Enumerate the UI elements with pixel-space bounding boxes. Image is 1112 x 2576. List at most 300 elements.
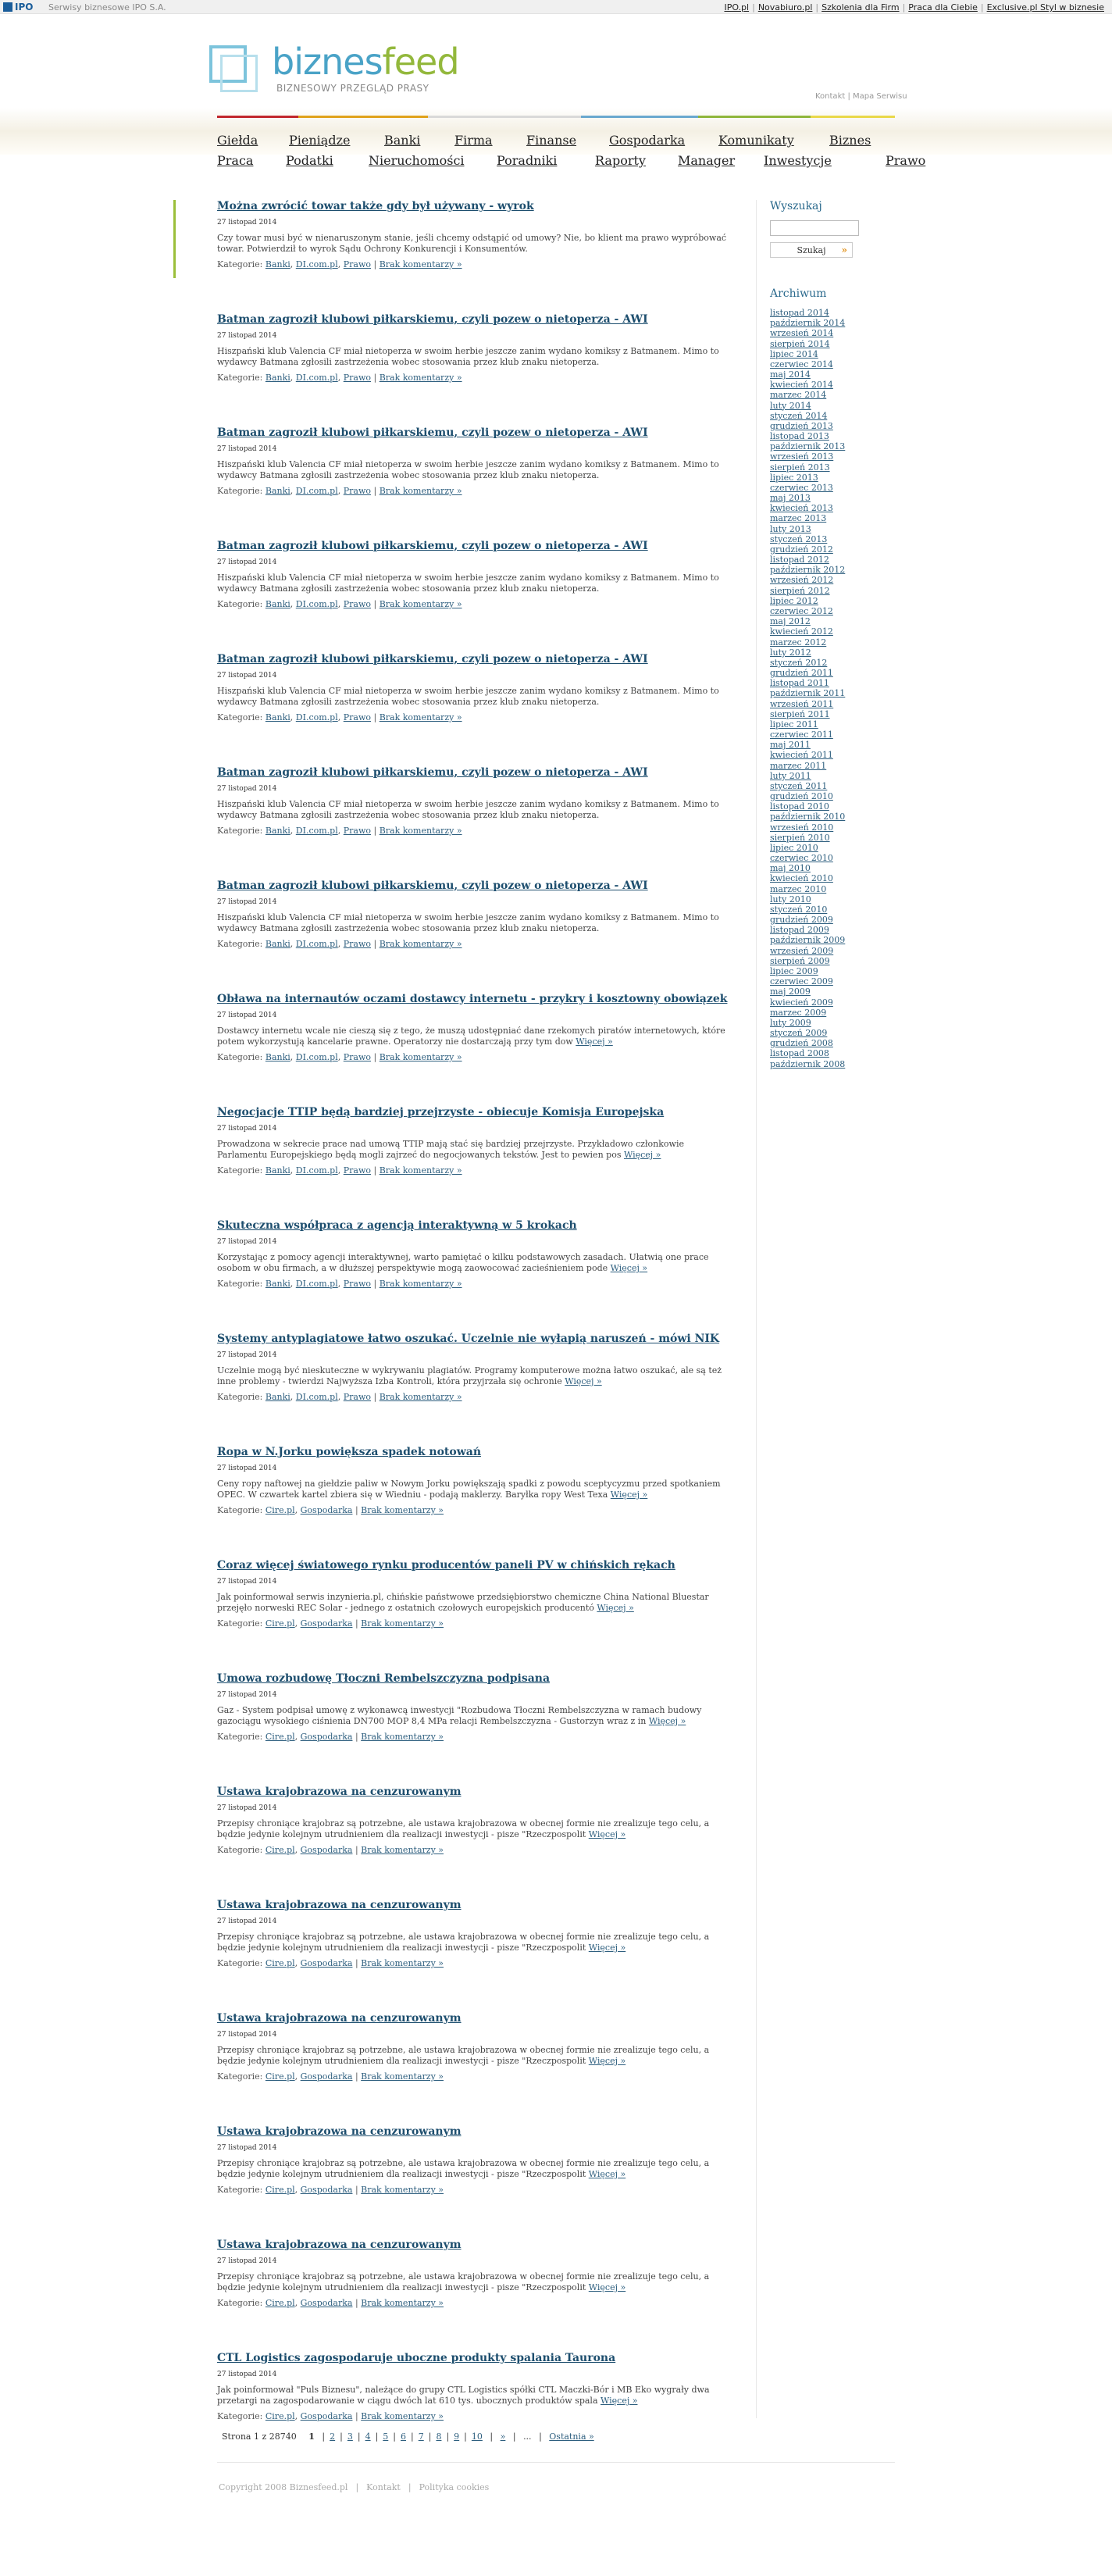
archive-link[interactable]: wrzesień 2013 <box>770 451 834 462</box>
archive-item <box>770 730 895 740</box>
post-categories: Kategorie: Banki, DI.com.pl, Prawo | Brak komentarzy » <box>217 259 462 269</box>
archive-link[interactable]: lipiec 2010 <box>770 842 818 853</box>
categories-label: Kategorie: <box>217 2411 263 2421</box>
post-date: 27 listopad 2014 <box>217 1804 277 1812</box>
partner-link-praca[interactable]: Praca dla Ciebie <box>908 2 978 12</box>
comments-link[interactable]: Brak komentarzy » <box>361 2411 444 2421</box>
post <box>217 1333 736 1402</box>
nav-item-podatki[interactable]: Podatki <box>286 153 333 168</box>
read-more-link[interactable]: Więcej » <box>576 1036 613 1047</box>
comments-link[interactable]: Brak komentarzy » <box>361 2298 444 2308</box>
partner-link-ipo[interactable]: IPO.pl <box>724 2 750 12</box>
archive-link[interactable]: sierpień 2013 <box>770 462 830 473</box>
post-categories: Kategorie: Banki, DI.com.pl, Prawo | Brak komentarzy » <box>217 1279 462 1289</box>
categories-label: Kategorie: <box>217 1845 263 1855</box>
post <box>217 1899 736 1968</box>
category-link[interactable]: Cire.pl <box>265 2185 295 2195</box>
read-more-link[interactable]: Więcej » <box>565 1376 602 1386</box>
post-date: 27 listopad 2014 <box>217 219 277 227</box>
archive-link[interactable]: sierpień 2009 <box>770 955 830 966</box>
category-link[interactable]: Gospodarka <box>300 2411 353 2421</box>
post-excerpt <box>217 1139 736 1161</box>
category-link[interactable]: Banki <box>265 259 290 269</box>
post-title[interactable]: Skuteczna współpraca z agencją interaktywną w 5 krokach <box>217 1219 577 1232</box>
read-more-link[interactable]: Więcej » <box>597 1603 634 1613</box>
pagination-page[interactable]: 10 <box>471 2432 483 2442</box>
category-link[interactable]: Gospodarka <box>300 2071 353 2082</box>
category-link[interactable]: Cire.pl <box>265 1618 295 1629</box>
archive-link[interactable]: październik 2013 <box>770 441 846 452</box>
archive-link[interactable]: lipiec 2013 <box>770 472 818 483</box>
post-categories: Kategorie: Banki, DI.com.pl, Prawo | Brak komentarzy » <box>217 486 462 496</box>
archive-link[interactable]: styczeń 2012 <box>770 657 828 668</box>
pagination-page[interactable]: 9 <box>454 2432 460 2442</box>
pagination-page[interactable]: 4 <box>365 2432 371 2442</box>
archive-link[interactable]: wrzesień 2011 <box>770 698 834 709</box>
archive-item <box>770 791 895 801</box>
post-title[interactable]: Można zwrócić towar także gdy był używany - wyrok <box>217 200 534 212</box>
archive-link[interactable]: kwiecień 2010 <box>770 873 833 884</box>
post-title[interactable]: Coraz więcej światowego rynku producentów paneli PV w chińskich rękach <box>217 1559 675 1572</box>
post <box>217 1106 736 1176</box>
comments-link[interactable]: Brak komentarzy » <box>379 1279 462 1289</box>
sidebar <box>770 200 895 1069</box>
category-link[interactable]: Banki <box>265 826 290 836</box>
nav-item-banki[interactable]: Banki <box>384 133 421 148</box>
category-link[interactable]: Cire.pl <box>265 1958 295 1968</box>
archive-link[interactable]: wrzesień 2010 <box>770 822 834 833</box>
categories-label: Kategorie: <box>217 1279 263 1289</box>
archive-item <box>770 771 895 781</box>
archive-link[interactable]: maj 2011 <box>770 740 811 751</box>
archive-link[interactable]: luty 2010 <box>770 894 811 904</box>
category-link[interactable]: Banki <box>265 1165 290 1176</box>
post-excerpt-text: Korzystając z pomocy agencji interaktywnej, warto pamiętać o kilku podstawowych zasadach. Ułatwią one prace osobom w obu firmach, a w dłuższej perspektywie mogą zaowocować zacieśnieniem pode <box>217 1252 709 1273</box>
archive-item <box>770 668 895 678</box>
post-excerpt <box>217 799 736 821</box>
category-link[interactable]: Prawo <box>343 599 371 609</box>
category-link[interactable]: Gospodarka <box>300 2185 353 2195</box>
category-link[interactable]: Prawo <box>343 259 371 269</box>
category-link[interactable]: Banki <box>265 1279 290 1289</box>
comments-link[interactable]: Brak komentarzy » <box>361 1732 444 1742</box>
nav-item-prawo[interactable]: Prawo <box>886 153 926 168</box>
archive-link[interactable]: czerwiec 2012 <box>770 605 833 616</box>
category-link[interactable]: DI.com.pl <box>295 1392 338 1402</box>
post <box>217 766 736 836</box>
archive-link[interactable]: luty 2011 <box>770 770 811 781</box>
category-link[interactable]: Prawo <box>343 826 371 836</box>
category-link[interactable]: DI.com.pl <box>295 939 338 949</box>
categories-label: Kategorie: <box>217 1165 263 1176</box>
archive-link[interactable]: czerwiec 2009 <box>770 976 833 987</box>
category-link[interactable]: Prawo <box>343 1165 371 1176</box>
archive-link[interactable]: czerwiec 2014 <box>770 359 833 369</box>
post <box>217 540 736 609</box>
archive-item <box>770 719 895 730</box>
post-excerpt-text: Prowadzona w sekrecie prace nad umową TTIP mają stać się bardziej przejrzyste. Przykładowo członkowie Parlamentu Europejskiego będą mogli zajrzeć do negocjowanych tekstów. Jest to pewien pos <box>217 1139 684 1160</box>
archive-link[interactable]: styczeń 2011 <box>770 780 828 791</box>
category-link[interactable]: Banki <box>265 1052 290 1062</box>
category-link[interactable]: Banki <box>265 1392 290 1402</box>
archive-link[interactable]: kwiecień 2009 <box>770 997 833 1008</box>
partner-link-szkolenia[interactable]: Szkolenia dla Firm <box>822 2 900 12</box>
post-categories: Kategorie: Banki, DI.com.pl, Prawo | Brak komentarzy » <box>217 599 462 609</box>
category-link[interactable]: DI.com.pl <box>295 599 338 609</box>
footer-copyright: Copyright 2008 Biznesfeed.pl <box>219 2482 348 2492</box>
archive-link[interactable]: grudzień 2013 <box>770 420 833 431</box>
archive-link[interactable]: grudzień 2010 <box>770 791 833 802</box>
header-link-kontakt[interactable]: Kontakt <box>815 92 846 101</box>
footer-link-cookies[interactable]: Polityka cookies <box>419 2482 490 2492</box>
post-excerpt <box>217 346 736 368</box>
archive-link[interactable]: czerwiec 2010 <box>770 853 833 864</box>
nav-item-gielda[interactable]: Giełda <box>217 133 258 148</box>
archive-item <box>770 462 895 473</box>
read-more-link[interactable]: Więcej » <box>588 2169 626 2179</box>
category-link[interactable]: Cire.pl <box>265 2298 295 2308</box>
archive-link[interactable]: luty 2014 <box>770 400 811 411</box>
categories-label: Kategorie: <box>217 712 263 722</box>
comments-link[interactable]: Brak komentarzy » <box>379 373 462 383</box>
archive-link[interactable]: czerwiec 2011 <box>770 730 833 740</box>
category-link[interactable]: Cire.pl <box>265 1845 295 1855</box>
post-title[interactable]: Ustawa krajobrazowa na cenzurowanym <box>217 1899 462 1911</box>
archive-link[interactable]: marzec 2010 <box>770 883 827 894</box>
archive-link[interactable]: wrzesień 2009 <box>770 945 834 956</box>
category-link[interactable]: Prawo <box>343 1392 371 1402</box>
archive-link[interactable]: listopad 2013 <box>770 431 829 442</box>
archive-link[interactable]: październik 2014 <box>770 318 846 329</box>
nav-item-manager[interactable]: Manager <box>678 153 736 168</box>
pagination-last[interactable]: Ostatnia » <box>549 2432 594 2442</box>
comments-link[interactable]: Brak komentarzy » <box>379 939 462 949</box>
archive-link[interactable]: październik 2008 <box>770 1058 846 1069</box>
pagination-next[interactable]: » <box>500 2432 506 2442</box>
post-title[interactable]: Batman zagroził klubowi piłkarskiemu, czyli pozew o nietoperza - AWI <box>217 540 648 552</box>
archive-item <box>770 544 895 555</box>
post-title[interactable]: Batman zagroził klubowi piłkarskiemu, czyli pozew o nietoperza - AWI <box>217 879 648 892</box>
archive-link[interactable]: luty 2012 <box>770 647 811 658</box>
archive-link[interactable]: luty 2013 <box>770 523 811 534</box>
category-link[interactable]: Prawo <box>343 486 371 496</box>
post-title[interactable]: Ustawa krajobrazowa na cenzurowanym <box>217 1786 462 1798</box>
category-link[interactable]: Banki <box>265 486 290 496</box>
comments-link[interactable]: Brak komentarzy » <box>361 1958 444 1968</box>
nav-item-gospodarka[interactable]: Gospodarka <box>609 133 686 148</box>
post-date: 27 listopad 2014 <box>217 2257 277 2265</box>
archive-link[interactable]: lipiec 2011 <box>770 719 818 730</box>
archive-link[interactable]: listopad 2011 <box>770 678 829 689</box>
archive-link[interactable]: listopad 2014 <box>770 308 829 318</box>
post-categories: Kategorie: Banki, DI.com.pl, Prawo | Brak komentarzy » <box>217 826 462 836</box>
archive-item <box>770 421 895 431</box>
read-more-link[interactable]: Więcej » <box>601 2396 638 2406</box>
comments-link[interactable]: Brak komentarzy » <box>379 1165 462 1176</box>
archive-link[interactable]: październik 2011 <box>770 688 846 699</box>
pagination-page[interactable]: 5 <box>383 2432 389 2442</box>
comments-link[interactable]: Brak komentarzy » <box>379 826 462 836</box>
category-link[interactable]: DI.com.pl <box>295 1052 338 1062</box>
main-nav <box>217 133 926 173</box>
post <box>217 200 736 269</box>
comments-link[interactable]: Brak komentarzy » <box>361 2071 444 2082</box>
nav-item-komunikaty[interactable]: Komunikaty <box>718 133 794 148</box>
post-categories: Kategorie: Banki, DI.com.pl, Prawo | Brak komentarzy » <box>217 1392 462 1402</box>
archive-link[interactable]: wrzesień 2014 <box>770 328 834 339</box>
archive-link[interactable]: sierpień 2014 <box>770 338 830 349</box>
post-title[interactable]: Umowa rozbudowę Tłoczni Rembelszczyzna podpisana <box>217 1672 551 1685</box>
read-more-link[interactable]: Więcej » <box>610 1263 648 1273</box>
category-link[interactable]: Cire.pl <box>265 2071 295 2082</box>
pagination-page[interactable]: 8 <box>436 2432 442 2442</box>
category-link[interactable]: Cire.pl <box>265 2411 295 2421</box>
comments-link[interactable]: Brak komentarzy » <box>379 259 462 269</box>
archive-link[interactable]: sierpień 2011 <box>770 708 830 719</box>
post-excerpt <box>217 573 736 594</box>
post <box>217 313 736 383</box>
archive-item <box>770 1008 895 1018</box>
post-categories: Kategorie: Banki, DI.com.pl, Prawo | Brak komentarzy » <box>217 1165 462 1176</box>
post-date: 27 listopad 2014 <box>217 1011 277 1019</box>
comments-link[interactable]: Brak komentarzy » <box>361 1618 444 1629</box>
category-link[interactable]: Prawo <box>343 1052 371 1062</box>
archive-item <box>770 431 895 441</box>
category-link[interactable]: Prawo <box>343 712 371 722</box>
archive-item <box>770 873 895 883</box>
site-logo[interactable] <box>209 37 475 108</box>
read-more-link[interactable]: Więcej » <box>610 1490 648 1500</box>
header-link-mapa[interactable]: Mapa Serwisu <box>853 92 907 101</box>
post-categories: Kategorie: Cire.pl, Gospodarka | Brak komentarzy » <box>217 1618 444 1629</box>
category-link[interactable]: DI.com.pl <box>295 712 338 722</box>
nav-item-biznes[interactable]: Biznes <box>829 133 871 148</box>
ipo-logo[interactable] <box>3 2 33 12</box>
post-excerpt <box>217 233 736 255</box>
post-excerpt-text: Przepisy chroniące krajobraz są potrzebne, ale ustawa krajobrazowa w obecnej formie nie zrealizuje tego celu, a będzie jedynie kolejnym utrudnieniem dla realizacji inwestycji - pisze "Rzeczpospolit <box>217 2271 710 2292</box>
category-link[interactable]: Gospodarka <box>300 2298 353 2308</box>
archive-list <box>770 308 895 1069</box>
post <box>217 2239 736 2308</box>
archive-link[interactable]: listopad 2008 <box>770 1048 829 1059</box>
categories-label: Kategorie: <box>217 599 263 609</box>
category-link[interactable]: Banki <box>265 373 290 383</box>
archive-item <box>770 678 895 688</box>
category-link[interactable]: Cire.pl <box>265 1505 295 1515</box>
post-excerpt-text: Czy towar musi być w nienaruszonym stanie, jeśli chcemy odstąpić od umowy? Nie, bo klient ma prawo wypróbować towar. Potwierdził to wyrok Sądu Ochrony Konkurencji i Konsumentów. <box>217 233 727 254</box>
comments-link[interactable]: Brak komentarzy » <box>379 1392 462 1402</box>
nav-item-poradniki[interactable]: Poradniki <box>497 153 558 168</box>
read-more-link[interactable]: Więcej » <box>588 2056 626 2066</box>
archive-link[interactable]: luty 2009 <box>770 1017 811 1028</box>
archive-link[interactable]: marzec 2013 <box>770 513 827 524</box>
category-link[interactable]: DI.com.pl <box>295 486 338 496</box>
comments-link[interactable]: Brak komentarzy » <box>379 1052 462 1062</box>
archive-link[interactable]: styczeń 2010 <box>770 904 828 915</box>
category-link[interactable]: Prawo <box>343 1279 371 1289</box>
archive-link[interactable]: czerwiec 2013 <box>770 482 833 493</box>
archive-item <box>770 308 895 318</box>
nav-item-pieniadze[interactable]: Pieniądze <box>289 133 351 148</box>
archive-link[interactable]: styczeń 2014 <box>770 410 828 421</box>
post-title[interactable]: CTL Logistics zagospodaruje uboczne produkty spalania Taurona <box>217 2352 616 2364</box>
archive-link[interactable]: lipiec 2009 <box>770 966 818 976</box>
post-title[interactable]: Ustawa krajobrazowa na cenzurowanym <box>217 2125 462 2138</box>
pagination-page[interactable]: 2 <box>330 2432 336 2442</box>
post-title[interactable]: Batman zagroził klubowi piłkarskiemu, czyli pozew o nietoperza - AWI <box>217 426 648 439</box>
post-excerpt <box>217 1592 736 1614</box>
archive-item <box>770 688 895 698</box>
archive-link[interactable]: marzec 2011 <box>770 760 827 771</box>
category-link[interactable]: DI.com.pl <box>295 373 338 383</box>
post-categories: Kategorie: Cire.pl, Gospodarka | Brak komentarzy » <box>217 2185 444 2195</box>
archive-link[interactable]: marzec 2012 <box>770 637 827 648</box>
archive-link[interactable]: kwiecień 2011 <box>770 750 833 761</box>
post-excerpt <box>217 2271 736 2293</box>
post-date: 27 listopad 2014 <box>217 672 277 680</box>
header-links: Kontakt | Mapa Serwisu <box>815 92 907 101</box>
comments-link[interactable]: Brak komentarzy » <box>361 1845 444 1855</box>
archive-link[interactable]: lipiec 2014 <box>770 348 818 359</box>
archive-link[interactable]: grudzień 2008 <box>770 1038 833 1049</box>
archive-link[interactable]: grudzień 2012 <box>770 544 833 555</box>
read-more-link[interactable]: Więcej » <box>588 1943 626 1953</box>
nav-item-raporty[interactable]: Raporty <box>595 153 646 168</box>
category-link[interactable]: Banki <box>265 939 290 949</box>
post-title[interactable]: Batman zagroził klubowi piłkarskiemu, czyli pozew o nietoperza - AWI <box>217 653 648 665</box>
category-link[interactable]: Gospodarka <box>300 1505 353 1515</box>
post-title[interactable]: Batman zagroził klubowi piłkarskiemu, czyli pozew o nietoperza - AWI <box>217 313 648 326</box>
post-title[interactable]: Ustawa krajobrazowa na cenzurowanym <box>217 2239 462 2251</box>
archive-item <box>770 575 895 585</box>
nav-item-nieruchomosci[interactable]: Nieruchomości <box>369 153 465 168</box>
category-link[interactable]: DI.com.pl <box>295 826 338 836</box>
post <box>217 1672 736 1742</box>
nav-item-firma[interactable]: Firma <box>454 133 493 148</box>
archive-link[interactable]: listopad 2010 <box>770 801 829 812</box>
post-title[interactable]: Ustawa krajobrazowa na cenzurowanym <box>217 2012 462 2025</box>
archive-link[interactable]: wrzesień 2012 <box>770 575 834 586</box>
archive-link[interactable]: maj 2012 <box>770 616 811 627</box>
read-more-link[interactable]: Więcej » <box>623 1150 661 1160</box>
archive-link[interactable]: kwiecień 2012 <box>770 626 833 637</box>
footer-link-kontakt[interactable]: Kontakt <box>366 2482 401 2492</box>
site-header <box>0 14 1112 168</box>
archive-link[interactable]: lipiec 2012 <box>770 595 818 606</box>
post-title[interactable]: Negocjacje TTIP będą bardziej przejrzyste - obiecuje Komisja Europejska <box>217 1106 665 1119</box>
archive-link[interactable]: maj 2009 <box>770 987 811 997</box>
category-link[interactable]: Prawo <box>343 939 371 949</box>
color-stripe-segment <box>581 116 698 118</box>
archive-link[interactable]: październik 2010 <box>770 812 846 822</box>
archive-item <box>770 987 895 997</box>
archive-link[interactable]: marzec 2009 <box>770 1007 827 1018</box>
post <box>217 879 736 949</box>
partner-link-exclusive[interactable]: Exclusive.pl Styl w biznesie <box>986 2 1104 12</box>
archive-link[interactable]: styczeń 2009 <box>770 1028 828 1039</box>
archive-link[interactable]: maj 2013 <box>770 493 811 504</box>
post-title[interactable]: Ropa w N.Jorku powiększa spadek notowań <box>217 1446 482 1458</box>
ipo-description: Serwisy biznesowe IPO S.A. <box>48 2 166 12</box>
archive-link[interactable]: kwiecień 2014 <box>770 380 833 391</box>
comments-link[interactable]: Brak komentarzy » <box>379 486 462 496</box>
archive-link[interactable]: listopad 2012 <box>770 555 829 566</box>
comments-link[interactable]: Brak komentarzy » <box>379 712 462 722</box>
archive-item <box>770 503 895 513</box>
post-title[interactable]: Systemy antyplagiatowe łatwo oszukać. Uczelnie nie wyłapią naruszeń - mówi NIK <box>217 1333 720 1345</box>
logo-tagline: BIZNESOWY PRZEGLĄD PRASY <box>276 83 429 94</box>
nav-item-finanse[interactable]: Finanse <box>526 133 577 148</box>
archive-link[interactable]: listopad 2009 <box>770 925 829 936</box>
read-more-link[interactable]: Więcej » <box>588 2282 626 2292</box>
archive-link[interactable]: październik 2009 <box>770 935 846 946</box>
search-button[interactable] <box>770 242 853 258</box>
pagination-page[interactable]: 6 <box>401 2432 407 2442</box>
category-link[interactable]: Banki <box>265 712 290 722</box>
category-link[interactable]: Banki <box>265 599 290 609</box>
category-link[interactable]: Gospodarka <box>300 1618 353 1629</box>
archive-link[interactable]: kwiecień 2013 <box>770 503 833 514</box>
archive-item <box>770 586 895 596</box>
archive-link[interactable]: sierpień 2010 <box>770 832 830 843</box>
comments-link[interactable]: Brak komentarzy » <box>361 2185 444 2195</box>
top-bar <box>0 0 1112 14</box>
archive-link[interactable]: grudzień 2009 <box>770 915 833 926</box>
archive-link[interactable]: maj 2010 <box>770 863 811 874</box>
post <box>217 1559 736 1629</box>
search-input[interactable] <box>770 220 859 236</box>
post-excerpt-text: Dostawcy internetu wcale nie cieszą się z tego, że muszą udostępniać dane rzekomych piratów internetowych, które potem wykorzystują kancelarie prawne. Operatorzy nie dostarczają przy tym dow <box>217 1026 725 1047</box>
post-date: 27 listopad 2014 <box>217 1691 277 1699</box>
post-date: 27 listopad 2014 <box>217 1465 277 1472</box>
archive-link[interactable]: październik 2012 <box>770 565 846 576</box>
category-link[interactable]: Gospodarka <box>300 1958 353 1968</box>
archive-link[interactable]: grudzień 2011 <box>770 668 833 679</box>
category-link[interactable]: DI.com.pl <box>295 259 338 269</box>
pagination-page[interactable]: 7 <box>418 2432 424 2442</box>
nav-item-inwestycje[interactable]: Inwestycje <box>764 153 832 168</box>
category-link[interactable]: DI.com.pl <box>295 1279 338 1289</box>
archive-item <box>770 648 895 658</box>
double-chevron-right-icon: » <box>841 244 847 255</box>
archive-link[interactable]: sierpień 2012 <box>770 585 830 596</box>
comments-link[interactable]: Brak komentarzy » <box>361 1505 444 1515</box>
category-link[interactable]: DI.com.pl <box>295 1165 338 1176</box>
post-categories: Kategorie: Cire.pl, Gospodarka | Brak komentarzy » <box>217 1958 444 1968</box>
category-link[interactable]: Gospodarka <box>300 1732 353 1742</box>
partner-link-novabiuro[interactable]: Novabiuro.pl <box>757 2 813 12</box>
archive-link[interactable]: maj 2014 <box>770 369 811 380</box>
pagination-page[interactable]: 3 <box>347 2432 353 2442</box>
archive-link[interactable]: styczeń 2013 <box>770 533 828 544</box>
comments-link[interactable]: Brak komentarzy » <box>379 599 462 609</box>
read-more-link[interactable]: Więcej » <box>588 1829 626 1839</box>
archive-item <box>770 606 895 616</box>
post-title[interactable]: Obława na internautów oczami dostawcy internetu - przykry i kosztowny obowiązek <box>217 993 728 1005</box>
archive-item <box>770 441 895 451</box>
color-stripe <box>217 116 895 118</box>
nav-item-praca[interactable]: Praca <box>217 153 254 168</box>
category-link[interactable]: Gospodarka <box>300 1845 353 1855</box>
post-title[interactable]: Batman zagroził klubowi piłkarskiemu, czyli pozew o nietoperza - AWI <box>217 766 648 779</box>
post-excerpt-text: Przepisy chroniące krajobraz są potrzebne, ale ustawa krajobrazowa w obecnej formie nie zrealizuje tego celu, a będzie jedynie kolejnym utrudnieniem dla realizacji inwestycji - pisze "Rzeczpospolit <box>217 2045 710 2066</box>
category-link[interactable]: Prawo <box>343 373 371 383</box>
categories-label: Kategorie: <box>217 1958 263 1968</box>
category-link[interactable]: Cire.pl <box>265 1732 295 1742</box>
archive-link[interactable]: marzec 2014 <box>770 390 827 401</box>
post-date: 27 listopad 2014 <box>217 2031 277 2039</box>
read-more-link[interactable]: Więcej » <box>648 1716 686 1726</box>
